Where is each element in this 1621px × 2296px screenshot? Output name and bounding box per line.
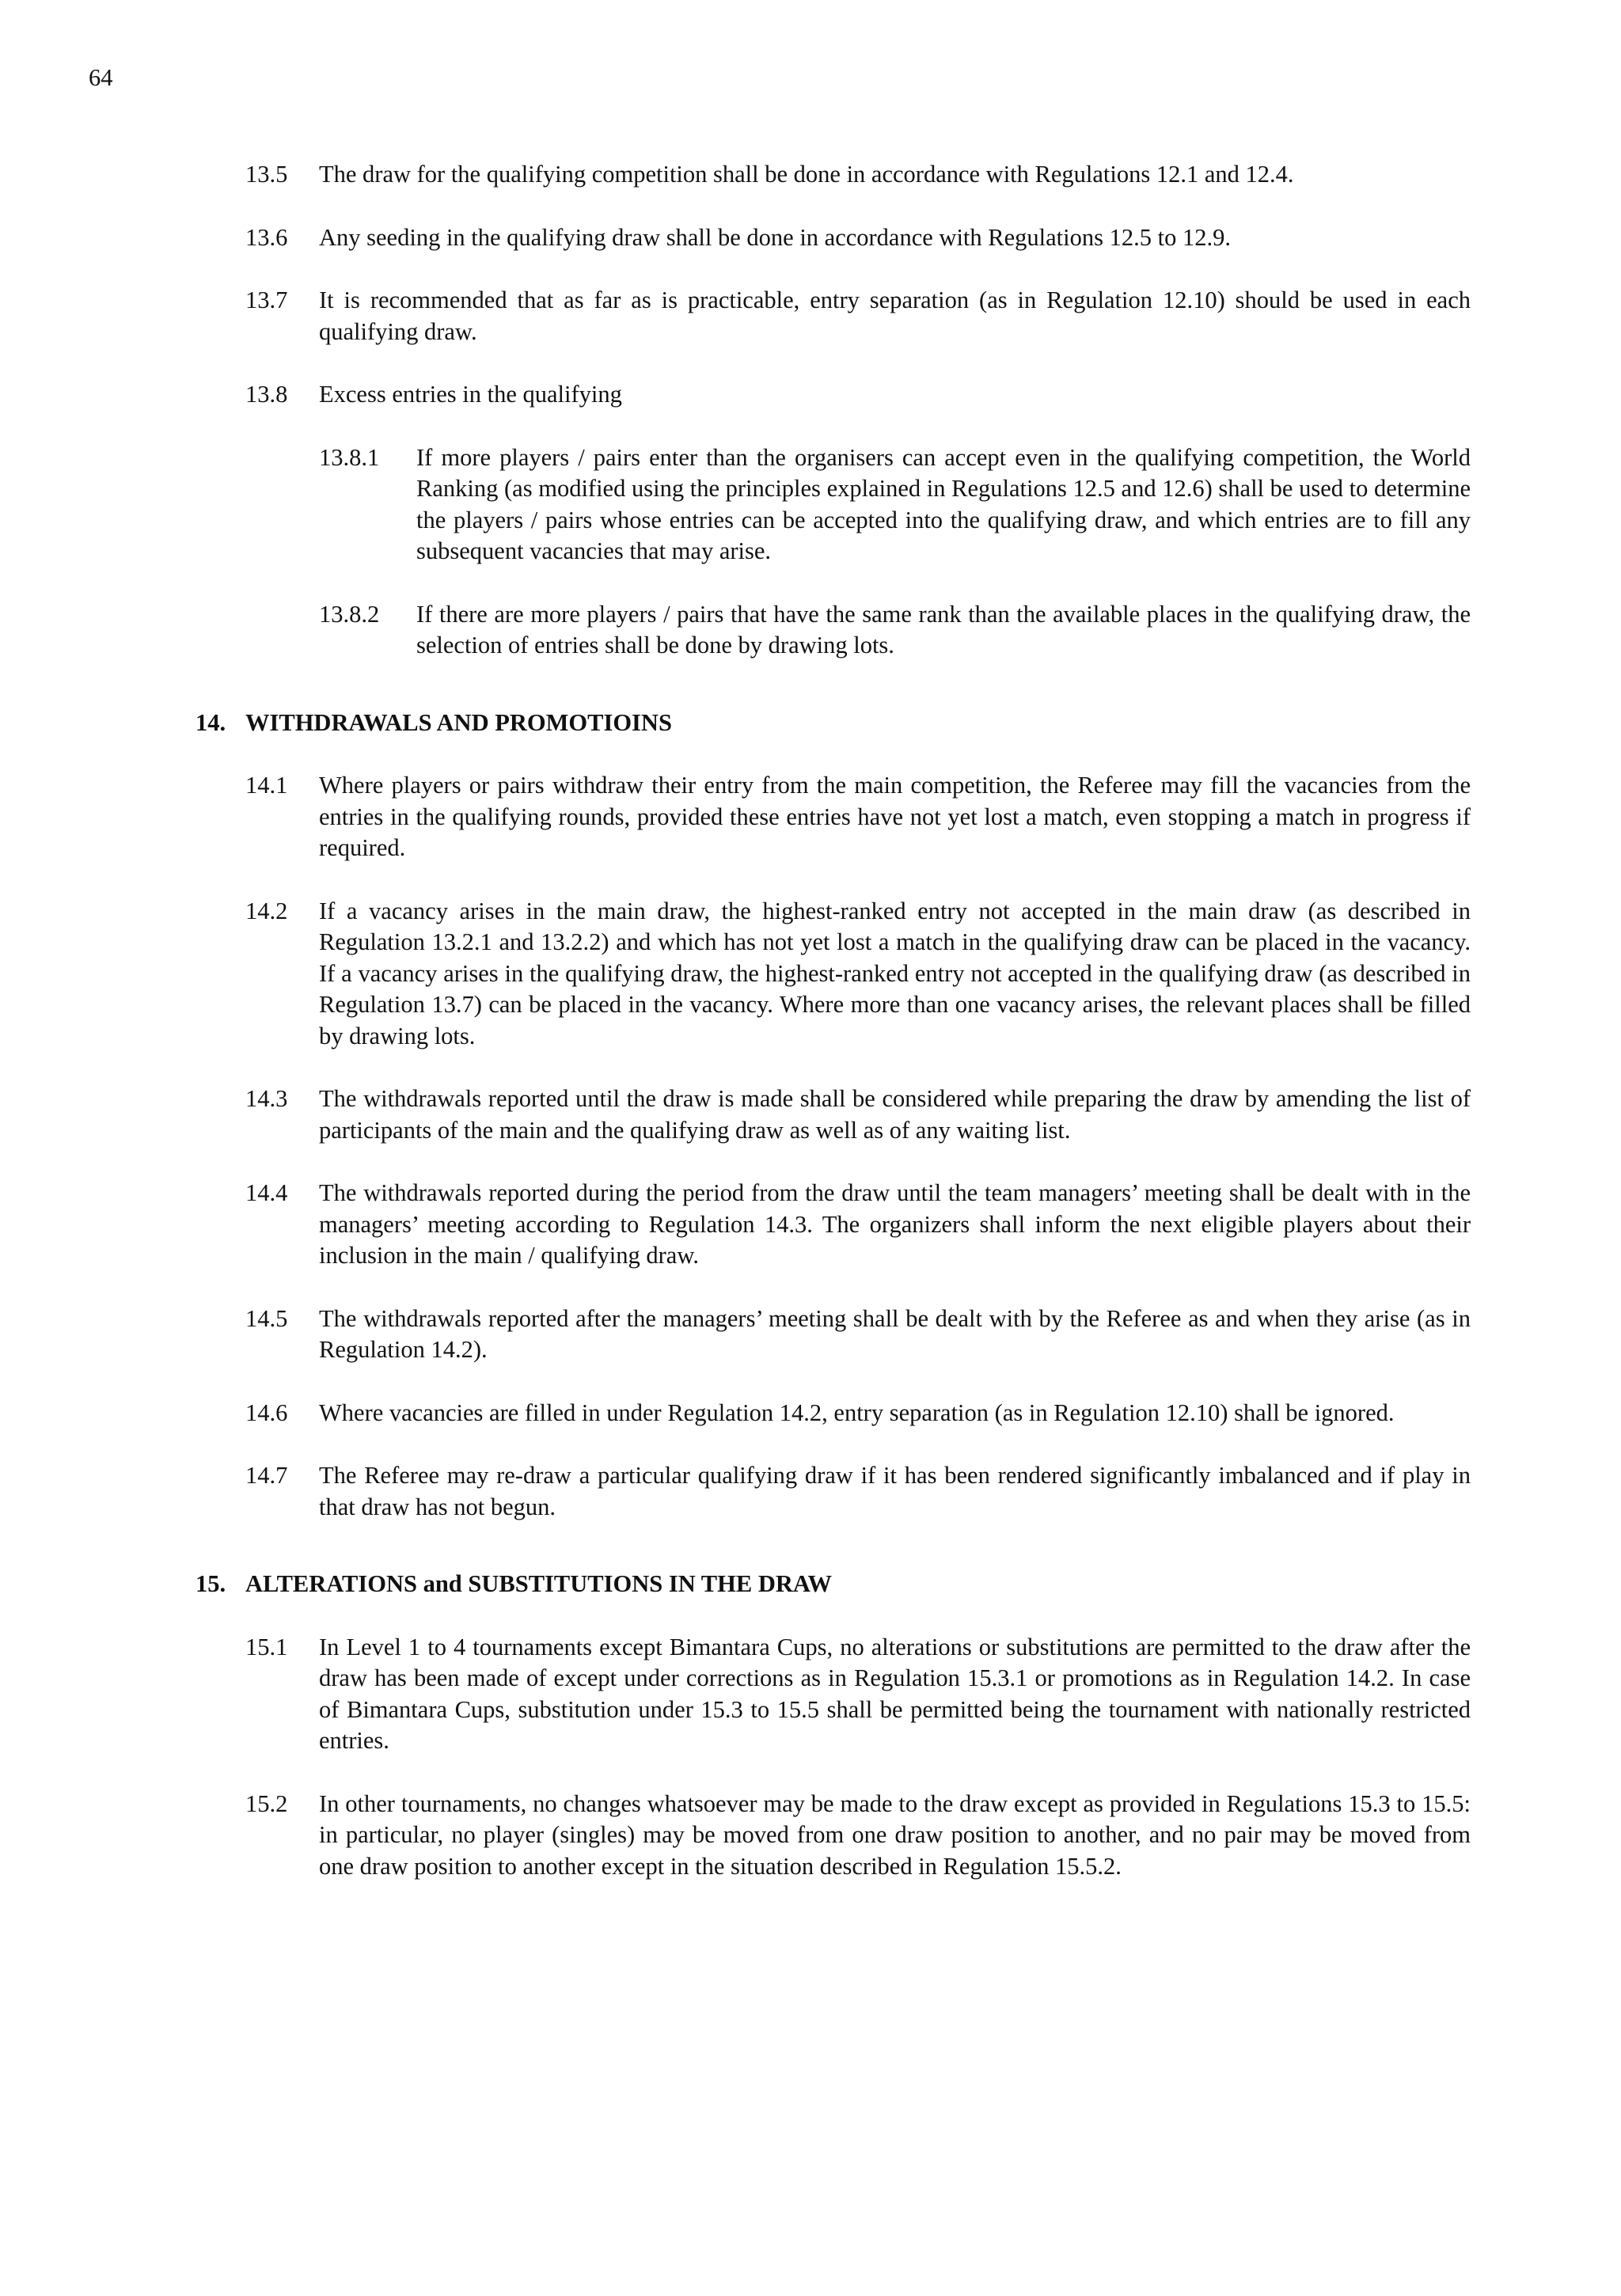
clause-number: 13.5 bbox=[245, 161, 288, 188]
spacer bbox=[245, 1272, 1471, 1304]
section-heading bbox=[196, 708, 1471, 739]
spacer bbox=[245, 1366, 1471, 1398]
clause-number: 13.8.1 bbox=[319, 443, 380, 471]
spacer bbox=[245, 1757, 1471, 1789]
subclause bbox=[245, 442, 1471, 567]
clause-text: The Referee may re-draw a particular qualifying draw if it has been rendered significantly imbalanced and if play in that draw has not begun. bbox=[319, 1462, 1471, 1520]
clause-number: 14.1 bbox=[245, 772, 288, 799]
clause-number: 15.2 bbox=[245, 1789, 288, 1817]
clause bbox=[245, 285, 1471, 347]
clause-text: In Level 1 to 4 tournaments except Bimantara Cups, no alterations or substitutions are permitted to the draw after the draw has been made of except under corrections as in Regulation 15.3.1 or promotions as in Regulation 14.2. In case of Bimantara Cups, substitution under 15.3 to 15.5 shall be permitted being the tournament with nationally restricted entries. bbox=[319, 1633, 1471, 1754]
spacer bbox=[245, 738, 1471, 770]
clause-text: The draw for the qualifying competition shall be done in accordance with Regulations 12.1 and 12.4. bbox=[319, 161, 1294, 188]
clause-text: If there are more players / pairs that have the same rank than the available places in the qualifying draw, the selection of entries shall be done by drawing lots. bbox=[416, 600, 1471, 658]
clause bbox=[245, 770, 1471, 864]
clause bbox=[245, 1632, 1471, 1757]
spacer bbox=[245, 1429, 1471, 1460]
spacer bbox=[245, 1600, 1471, 1632]
clause bbox=[245, 1789, 1471, 1883]
clause bbox=[245, 1178, 1471, 1272]
spacer bbox=[245, 191, 1471, 222]
page-number: 64 bbox=[89, 64, 113, 91]
clause-number: 14.6 bbox=[245, 1398, 288, 1426]
clause-text: In other tournaments, no changes whatsoever may be made to the draw except as provided in Regulations 15.3 to 15.5: in particular, no player (singles) may be moved from one draw position to another, and no pair may be moved from one draw position to another except in the situation described in Regulation 15.5.2. bbox=[319, 1789, 1471, 1880]
spacer bbox=[245, 864, 1471, 896]
clause bbox=[245, 1460, 1471, 1523]
clause-text: The withdrawals reported during the period from the draw until the team managers’ meeting shall be dealt with in the managers’ meeting according to Regulation 14.3. The organizers shall inform the next eligible players about their inclusion in the main / qualifying draw. bbox=[319, 1179, 1471, 1269]
clause-text: Any seeding in the qualifying draw shall be done in accordance with Regulations 12.5 to 12.9. bbox=[319, 223, 1231, 251]
section-title: ALTERATIONS and SUBSTITUTIONS IN THE DRAW bbox=[245, 1570, 833, 1597]
clause bbox=[245, 222, 1471, 254]
clause-text: It is recommended that as far as is practicable, entry separation (as in Regulation 12.10) should be used in each qualifying draw. bbox=[319, 287, 1471, 345]
spacer bbox=[245, 1146, 1471, 1178]
clause-text: Where players or pairs withdraw their entry from the main competition, the Referee may fill the vacancies from the entries in the qualifying rounds, provided these entries have not yet lost a match, even stopping a match in progress if required. bbox=[319, 772, 1471, 861]
clause-text: The withdrawals reported after the managers’ meeting shall be dealt with by the Referee as and when they arise (as in Regulation 14.2). bbox=[319, 1304, 1471, 1363]
section-heading bbox=[196, 1569, 1471, 1600]
clause-number: 15.1 bbox=[245, 1633, 288, 1660]
document-body bbox=[196, 159, 1471, 1882]
clause-text: Where vacancies are filled in under Regulation 14.2, entry separation (as in Regulation 12.10) shall be ignored. bbox=[319, 1398, 1395, 1426]
clause-number: 14.3 bbox=[245, 1085, 288, 1112]
spacer bbox=[245, 411, 1471, 442]
spacer bbox=[245, 1052, 1471, 1083]
clause-number: 14.2 bbox=[245, 897, 288, 924]
clause-number: 14.7 bbox=[245, 1462, 288, 1489]
clause bbox=[245, 159, 1471, 191]
clause-number: 13.7 bbox=[245, 287, 288, 313]
clause-number: 13.8 bbox=[245, 381, 288, 408]
spacer bbox=[245, 567, 1471, 599]
clause bbox=[245, 1398, 1471, 1429]
clause bbox=[245, 379, 1471, 411]
clause bbox=[245, 1304, 1471, 1366]
clause-text: If more players / pairs enter than the organisers can accept even in the qualifying competition, the World Ranking (as modified using the principles explained in Regulations 12.5 and 12.6) shall be used to determine the players / pairs whose entries can be accepted into the qualifying draw, and which entries are to fill any subsequent vacancies that may arise. bbox=[416, 443, 1471, 564]
spacer bbox=[245, 1523, 1471, 1569]
section-number: 15. bbox=[196, 1570, 226, 1597]
section-title: WITHDRAWALS AND PROMOTIOINS bbox=[245, 708, 672, 736]
spacer bbox=[245, 347, 1471, 379]
clause-text: Excess entries in the qualifying bbox=[319, 381, 622, 408]
clause-number: 14.4 bbox=[245, 1179, 288, 1206]
spacer bbox=[245, 662, 1471, 708]
clause-text: If a vacancy arises in the main draw, the highest-ranked entry not accepted in the main draw (as described in Regulation 13.2.1 and 13.2.2) and which has not yet lost a match in the qualifying draw can be placed in the vacancy. If a vacancy arises in the qualifying draw, the highest-ranked entry not accepted in the qualifying draw (as described in Regulation 13.7) can be placed in the vacancy. Where more than one vacancy arises, the relevant places shall be filled by drawing lots. bbox=[319, 897, 1471, 1049]
section-number: 14. bbox=[196, 708, 226, 736]
subclause bbox=[245, 599, 1471, 662]
clause-number: 13.8.2 bbox=[319, 600, 380, 628]
clause-number: 14.5 bbox=[245, 1304, 288, 1332]
clause-number: 13.6 bbox=[245, 223, 288, 251]
clause bbox=[245, 896, 1471, 1053]
clause bbox=[245, 1083, 1471, 1146]
clause-text: The withdrawals reported until the draw is made shall be considered while preparing the draw by amending the list of participants of the main and the qualifying draw as well as of any waiting list. bbox=[319, 1085, 1471, 1144]
spacer bbox=[245, 253, 1471, 285]
